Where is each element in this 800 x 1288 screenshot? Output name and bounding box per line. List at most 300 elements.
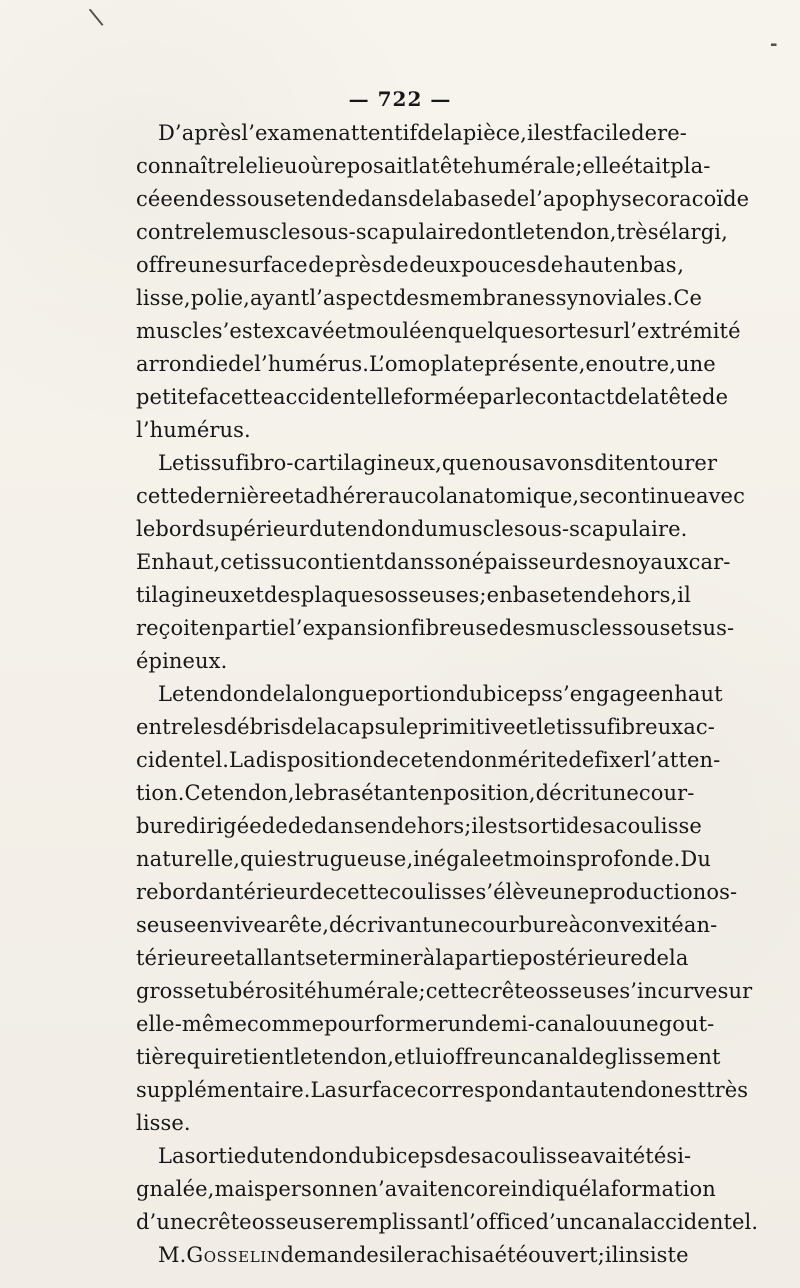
- text-word: allant: [243, 946, 305, 970]
- text-word: coulisse: [389, 880, 476, 904]
- text-word: le: [294, 781, 314, 805]
- text-word: arête,: [265, 913, 330, 937]
- text-word: scapulaire.: [569, 517, 688, 541]
- text-word: une: [187, 253, 228, 277]
- text-word: sur: [588, 319, 624, 343]
- text-word: dit: [594, 451, 624, 475]
- text-word: ;: [479, 583, 487, 607]
- text-word: postérieure: [518, 946, 643, 970]
- text-word: plaques: [300, 583, 385, 607]
- text-word: cette: [335, 880, 390, 904]
- text-word: de: [372, 748, 399, 772]
- text-word: débris: [223, 715, 292, 739]
- corner-mark-top-right: -: [770, 34, 778, 55]
- page-number: — 722 —: [348, 87, 452, 111]
- text-word: lui: [415, 1045, 443, 1069]
- text-word: nous: [481, 451, 533, 475]
- text-word: des: [263, 583, 301, 607]
- text-word: le: [396, 1243, 416, 1267]
- text-word: noyaux: [612, 550, 689, 574]
- paragraph-4: [136, 1140, 759, 1239]
- text-word: ,: [609, 220, 617, 244]
- text-word: mérite: [497, 748, 569, 772]
- text-word: La: [229, 748, 256, 772]
- paragraph-line: [136, 1107, 684, 1140]
- text-word: seuse: [136, 913, 197, 937]
- text-word: tête: [431, 154, 474, 178]
- text-word: former: [374, 1012, 448, 1036]
- text-word: insiste: [618, 1243, 689, 1267]
- text-word: avons: [532, 451, 595, 475]
- text-word: gout-: [658, 1012, 715, 1036]
- text-word: tendon: [184, 682, 260, 706]
- text-word: près: [334, 253, 382, 277]
- text-word: une: [676, 352, 716, 376]
- text-word: tendon: [535, 220, 610, 244]
- text-word: la: [317, 715, 337, 739]
- text-word: tendon: [599, 1078, 675, 1102]
- paragraph-3: [136, 678, 753, 1140]
- paragraph-line: [136, 315, 741, 348]
- text-word: dernière: [190, 484, 282, 508]
- text-word: muscle: [224, 220, 301, 244]
- text-word: continue: [602, 484, 696, 508]
- text-word: anatomique,: [445, 484, 580, 508]
- text-word: en: [421, 319, 448, 343]
- text-word: a: [481, 1243, 495, 1267]
- text-word: coulisse: [494, 1144, 581, 1168]
- text-word: demande: [280, 1243, 379, 1267]
- text-word: la: [591, 1177, 611, 1201]
- text-word: et: [334, 319, 356, 343]
- text-word: crête: [196, 1210, 252, 1234]
- text-word: profonde.: [576, 847, 681, 871]
- text-word: et: [491, 847, 513, 871]
- text-word: En: [136, 550, 166, 574]
- text-word: très: [706, 1078, 749, 1102]
- text-word: à: [422, 946, 436, 970]
- text-word: en: [648, 682, 675, 706]
- text-word: l’humérus.: [136, 418, 251, 442]
- text-word: haut,: [165, 550, 221, 574]
- text-word: il: [471, 814, 486, 838]
- text-word: les: [193, 715, 224, 739]
- text-word: de: [408, 187, 435, 211]
- text-word: primitive: [418, 715, 516, 739]
- text-word: ,: [677, 253, 684, 277]
- text-word: position: [443, 781, 529, 805]
- text-word: de: [503, 187, 530, 211]
- text-word: tion.: [136, 781, 185, 805]
- paragraph-line: [136, 513, 688, 546]
- text-word: en: [486, 583, 513, 607]
- text-word: sorti: [517, 814, 567, 838]
- text-word: et: [394, 1045, 416, 1069]
- text-word: col: [414, 484, 446, 508]
- text-word: an-: [683, 913, 718, 937]
- text-word: osseuse: [535, 979, 620, 1003]
- text-word: de: [261, 814, 288, 838]
- text-word: ,: [183, 286, 191, 310]
- text-word: offre: [442, 1045, 494, 1069]
- text-word: inégale: [413, 847, 492, 871]
- paragraph-line: [136, 249, 684, 282]
- text-word: de: [417, 121, 444, 145]
- text-word: en: [196, 913, 223, 937]
- text-word: des: [392, 286, 430, 310]
- text-word: cée: [136, 187, 173, 211]
- text-word: l’humérus.: [254, 352, 370, 376]
- paragraph-line: [136, 744, 721, 777]
- text-word: sortie: [184, 1144, 247, 1168]
- text-word: du: [410, 517, 439, 541]
- text-word: sa: [470, 1144, 495, 1168]
- text-word: de: [382, 253, 409, 277]
- text-word: attentif: [338, 121, 418, 145]
- text-word: la: [411, 154, 432, 178]
- text-word: entourer: [623, 451, 718, 475]
- text-word: lisse: [136, 286, 184, 310]
- text-word: rachis: [415, 1243, 482, 1267]
- text-word: terminer: [328, 946, 423, 970]
- text-word: quelque: [447, 319, 534, 343]
- text-word: naturelle,: [136, 847, 241, 871]
- text-word: du: [455, 682, 483, 706]
- text-word: indiqué: [510, 1177, 592, 1201]
- text-word: la: [443, 121, 463, 145]
- text-word: de: [537, 253, 564, 277]
- text-word: sus-: [691, 616, 735, 640]
- text-word: de: [309, 880, 336, 904]
- text-word: Du: [680, 847, 711, 871]
- text-word: ce: [220, 550, 245, 574]
- paragraph-line: [136, 282, 703, 315]
- text-word: se: [579, 484, 603, 508]
- paragraph-line: [136, 1173, 716, 1206]
- text-word: son: [434, 550, 472, 574]
- text-word: ac-: [683, 715, 715, 739]
- paragraph-line: [136, 678, 723, 711]
- text-word: qui: [240, 847, 274, 871]
- text-word: accidentelle: [273, 385, 404, 409]
- text-word: s’élève: [475, 880, 550, 904]
- text-word: si-: [666, 1144, 692, 1168]
- text-word: Ce: [184, 781, 214, 805]
- paragraph-line: [136, 645, 684, 678]
- text-word: de: [444, 1144, 471, 1168]
- text-word: sous-scapulaire: [300, 220, 468, 244]
- text-word: arrondie: [136, 352, 229, 376]
- text-word: s’engage: [552, 682, 649, 706]
- text-word: en: [172, 187, 200, 211]
- text-word: petite: [136, 385, 199, 409]
- text-word: ,: [670, 583, 678, 607]
- text-word: qui: [186, 1045, 221, 1069]
- text-word: l’aspect: [309, 286, 393, 310]
- text-word: car-: [688, 550, 731, 574]
- text-word: étant: [361, 781, 417, 805]
- text-word: en: [612, 253, 639, 277]
- text-word: de: [259, 682, 286, 706]
- paragraph-line: [136, 150, 711, 183]
- text-word: de: [614, 385, 641, 409]
- text-word: décrivant: [329, 913, 431, 937]
- text-word: portion: [377, 682, 456, 706]
- text-word: tendon: [336, 517, 411, 541]
- text-word: où: [297, 154, 325, 178]
- text-word: et: [670, 616, 692, 640]
- paragraph-line: [136, 1206, 759, 1239]
- text-word: l’expansion: [288, 616, 411, 640]
- text-word: biceps: [482, 682, 553, 706]
- text-word: en: [417, 781, 444, 805]
- text-word: et: [222, 946, 244, 970]
- text-word: gnalée: [136, 1177, 208, 1201]
- text-word: synoviales.: [555, 286, 674, 310]
- text-word: connaître: [136, 154, 239, 178]
- paragraph-line: [136, 1074, 749, 1107]
- text-word: ;: [418, 979, 426, 1003]
- paragraph-line: [136, 942, 689, 975]
- text-word: La: [310, 1078, 338, 1102]
- document-body: [136, 117, 759, 1272]
- text-word: ;: [464, 814, 472, 838]
- paragraph-5: [136, 1239, 689, 1272]
- text-word: des: [498, 616, 536, 640]
- text-word: bas: [639, 253, 677, 277]
- text-word: glissement: [604, 1045, 721, 1069]
- text-word: antérieur: [208, 880, 310, 904]
- text-word: ou: [592, 1012, 619, 1036]
- text-word: Le: [158, 682, 185, 706]
- text-word: est: [540, 121, 573, 145]
- paragraph-line: [136, 546, 731, 579]
- text-word: reçoit: [136, 616, 199, 640]
- text-word: en: [305, 187, 332, 211]
- text-word: pièce: [462, 121, 521, 145]
- text-word: pouces: [461, 253, 537, 277]
- text-word: fibreuse: [410, 616, 499, 640]
- text-word: haut: [674, 682, 723, 706]
- text-word: n’avait: [364, 1177, 438, 1201]
- text-word: surface: [337, 1078, 417, 1102]
- text-word: ,: [669, 352, 676, 376]
- text-word: facile: [572, 121, 632, 145]
- text-word: humérale: [316, 979, 419, 1003]
- text-word: formation: [610, 1177, 716, 1201]
- text-word: cidentel.: [136, 748, 230, 772]
- text-word: ,: [406, 847, 414, 871]
- text-word: l’office: [462, 1210, 536, 1234]
- text-word: ;: [597, 1243, 605, 1267]
- text-word: cette: [425, 979, 480, 1003]
- text-word: fibreux: [606, 715, 684, 739]
- text-word: osseuse: [251, 1210, 336, 1234]
- text-word: dirigée: [185, 814, 262, 838]
- paragraph-2: [136, 447, 745, 678]
- text-word: sous: [513, 517, 562, 541]
- text-word: contre: [136, 220, 206, 244]
- text-word: grosse: [136, 979, 207, 1003]
- text-word: partie: [224, 616, 289, 640]
- paragraph-line: [136, 1008, 715, 1041]
- text-word: contient: [295, 550, 384, 574]
- paragraph-line: [136, 348, 716, 381]
- text-word: et: [242, 583, 264, 607]
- paragraph-line: [136, 612, 735, 645]
- text-word: une: [599, 781, 639, 805]
- text-word: longue: [304, 682, 378, 706]
- text-word: comme: [246, 1012, 325, 1036]
- corner-mark-top-left: \: [87, 2, 106, 32]
- text-word: et: [284, 187, 306, 211]
- text-word: de: [568, 748, 595, 772]
- text-word: partie: [454, 946, 519, 970]
- text-word: bure: [136, 814, 186, 838]
- text-word: offre: [136, 253, 188, 277]
- text-word: fibro-cartilagineux,: [235, 451, 442, 475]
- text-word: supérieur: [205, 517, 310, 541]
- text-word: muscle: [438, 517, 514, 541]
- text-word: osseuses: [384, 583, 480, 607]
- text-word: sa: [592, 814, 616, 838]
- text-word: la: [669, 946, 689, 970]
- text-word: ,: [207, 1177, 215, 1201]
- text-word: La: [158, 1144, 185, 1168]
- text-word: membranes: [429, 286, 556, 310]
- text-word: lieu: [257, 154, 298, 178]
- text-word: convexité: [581, 913, 684, 937]
- text-word: ayant: [249, 286, 310, 310]
- text-word: dans: [383, 550, 435, 574]
- text-word: outre: [611, 352, 670, 376]
- text-word: s’incurve: [619, 979, 718, 1003]
- text-word: de: [291, 715, 318, 739]
- text-word: correspondant: [416, 1078, 574, 1102]
- text-word: un: [447, 1012, 475, 1036]
- text-word: ,: [721, 220, 728, 244]
- text-word: l’extrémité: [623, 319, 741, 343]
- text-word: du: [309, 517, 337, 541]
- text-word: tendon: [213, 781, 288, 805]
- paragraph-line: [136, 579, 691, 612]
- text-word: elle: [582, 154, 622, 178]
- paragraph-line: [136, 183, 750, 216]
- text-word: Ce: [673, 286, 703, 310]
- text-word: térieure: [136, 946, 223, 970]
- text-word: muscles: [535, 616, 623, 640]
- text-word: élargi: [658, 220, 722, 244]
- text-word: retient: [220, 1045, 294, 1069]
- text-word: disposition: [255, 748, 373, 772]
- text-word: par: [478, 385, 516, 409]
- text-word: accidentel.: [640, 1210, 759, 1234]
- paragraph-line: [136, 843, 711, 876]
- text-word: et: [515, 715, 537, 739]
- text-word: en: [198, 616, 225, 640]
- text-word: excavé: [261, 319, 335, 343]
- text-word: à: [568, 913, 582, 937]
- text-word: -: [561, 517, 570, 541]
- text-word: tissu: [556, 715, 607, 739]
- text-word: formée: [403, 385, 479, 409]
- text-word: M.: [158, 1243, 187, 1267]
- text-word: ouvert: [528, 1243, 598, 1267]
- text-word: est: [674, 1078, 707, 1102]
- text-word: est: [274, 847, 306, 871]
- text-word: polie: [190, 286, 244, 310]
- text-word: dessous: [199, 187, 285, 211]
- text-word: haut: [563, 253, 613, 277]
- text-word: bord: [155, 517, 206, 541]
- paragraph-line: [136, 777, 695, 810]
- text-word: en: [364, 814, 391, 838]
- paragraph-line: [136, 876, 738, 909]
- text-word: épaisseur: [471, 550, 576, 574]
- text-word: ,: [520, 121, 527, 145]
- text-word: courbure: [470, 913, 569, 937]
- text-word: l’examen: [241, 121, 339, 145]
- text-word: le: [293, 1045, 313, 1069]
- paragraph-line: [136, 216, 728, 249]
- text-word: pla-: [670, 154, 711, 178]
- text-word: tête: [659, 385, 703, 409]
- text-word: cour-: [638, 781, 695, 805]
- text-word: coracoïde: [644, 187, 750, 211]
- text-word: avec: [695, 484, 745, 508]
- text-word: un: [493, 1045, 521, 1069]
- text-word: l’apophyse: [529, 187, 645, 211]
- paragraph-1: [136, 117, 750, 447]
- text-word: et: [281, 484, 303, 508]
- text-word: une: [618, 1012, 659, 1036]
- text-word: du: [348, 1144, 376, 1168]
- text-word: épineux.: [136, 649, 228, 673]
- text-word: rugueuse: [305, 847, 407, 871]
- text-word: tissu: [244, 550, 296, 574]
- paragraph-line: [136, 117, 688, 150]
- text-word: encore: [437, 1177, 511, 1201]
- text-word: la: [285, 682, 305, 706]
- text-word: le: [205, 220, 225, 244]
- paragraph-line: [136, 909, 718, 942]
- text-word: surface: [228, 253, 308, 277]
- text-word: Le: [158, 451, 185, 475]
- text-word: moulé: [355, 319, 422, 343]
- text-word: ,: [243, 286, 250, 310]
- text-word: de: [566, 814, 593, 838]
- text-word: personne: [264, 1177, 365, 1201]
- text-word: moins: [512, 847, 577, 871]
- text-word: ,: [528, 781, 536, 805]
- text-word: une: [549, 880, 590, 904]
- text-word: il: [677, 583, 691, 607]
- text-word: contact: [534, 385, 615, 409]
- text-word: tendon: [273, 1144, 349, 1168]
- text-word: de: [228, 352, 255, 376]
- paragraph-line: [136, 1239, 689, 1272]
- text-word: du: [246, 1144, 274, 1168]
- text-word: était: [621, 154, 671, 178]
- text-word: dehors: [597, 583, 671, 607]
- text-word: adhérer: [302, 484, 389, 508]
- paragraph-line: [136, 447, 718, 480]
- text-word: en: [570, 583, 598, 607]
- text-word: été: [494, 1243, 529, 1267]
- text-word: os-: [706, 880, 738, 904]
- text-word: le: [136, 517, 156, 541]
- text-word: sorte: [533, 319, 589, 343]
